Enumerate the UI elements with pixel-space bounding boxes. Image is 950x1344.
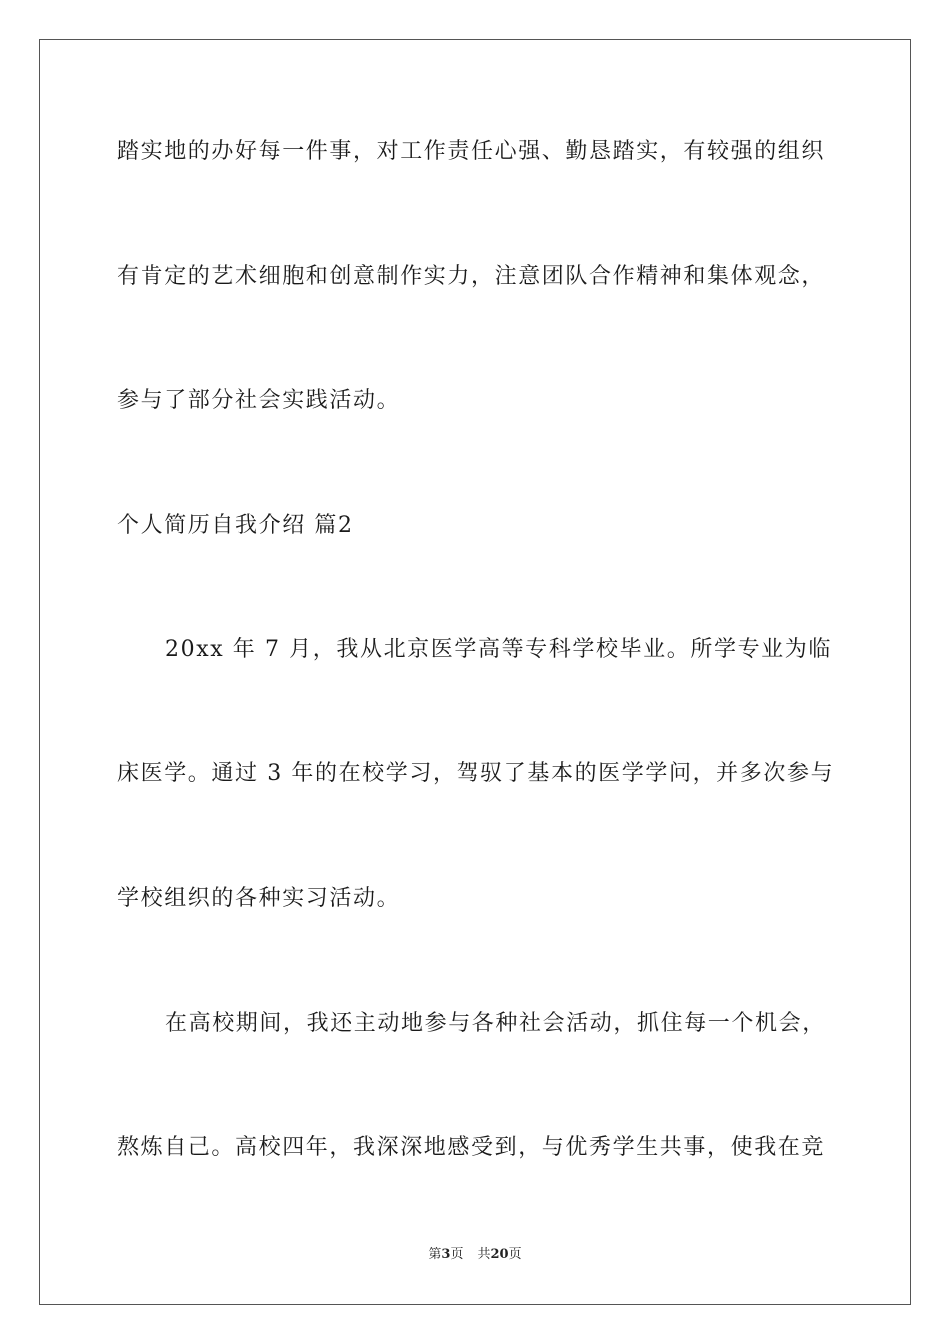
footer-page-number: 3: [441, 1247, 451, 1262]
section-heading: 个人简历自我介绍 篇2: [117, 513, 354, 538]
paragraph-line: 踏实地的办好每一件事，对工作责任心强、勤恳踏实，有较强的组织: [117, 139, 826, 164]
footer-total-number: 20: [490, 1247, 509, 1262]
footer-total-prefix: 共: [477, 1247, 491, 1262]
page-footer: [0, 1246, 950, 1264]
footer-total-suffix: 页: [508, 1247, 522, 1262]
paragraph-line: 熬炼自己。高校四年，我深深地感受到，与优秀学生共事，使我在竞: [117, 1135, 826, 1160]
paragraph-line: 有肯定的艺术细胞和创意制作实力，注意团队合作精神和集体观念，: [117, 264, 826, 289]
footer-page-suffix: 页: [450, 1247, 464, 1262]
paragraph-line: 床医学。通过 3 年的在校学习，驾驭了基本的医学学问，并多次参与: [117, 761, 835, 786]
paragraph-line: 20xx 年 7 月，我从北京医学高等专科学校毕业。所学专业为临: [165, 637, 832, 662]
footer-page-prefix: 第: [428, 1247, 442, 1262]
paragraph-line: 在高校期间，我还主动地参与各种社会活动，抓住每一个机会，: [165, 1011, 826, 1036]
page-border: [39, 39, 911, 1305]
paragraph-line: 学校组织的各种实习活动。: [117, 886, 401, 911]
paragraph-line: 参与了部分社会实践活动。: [117, 388, 401, 413]
